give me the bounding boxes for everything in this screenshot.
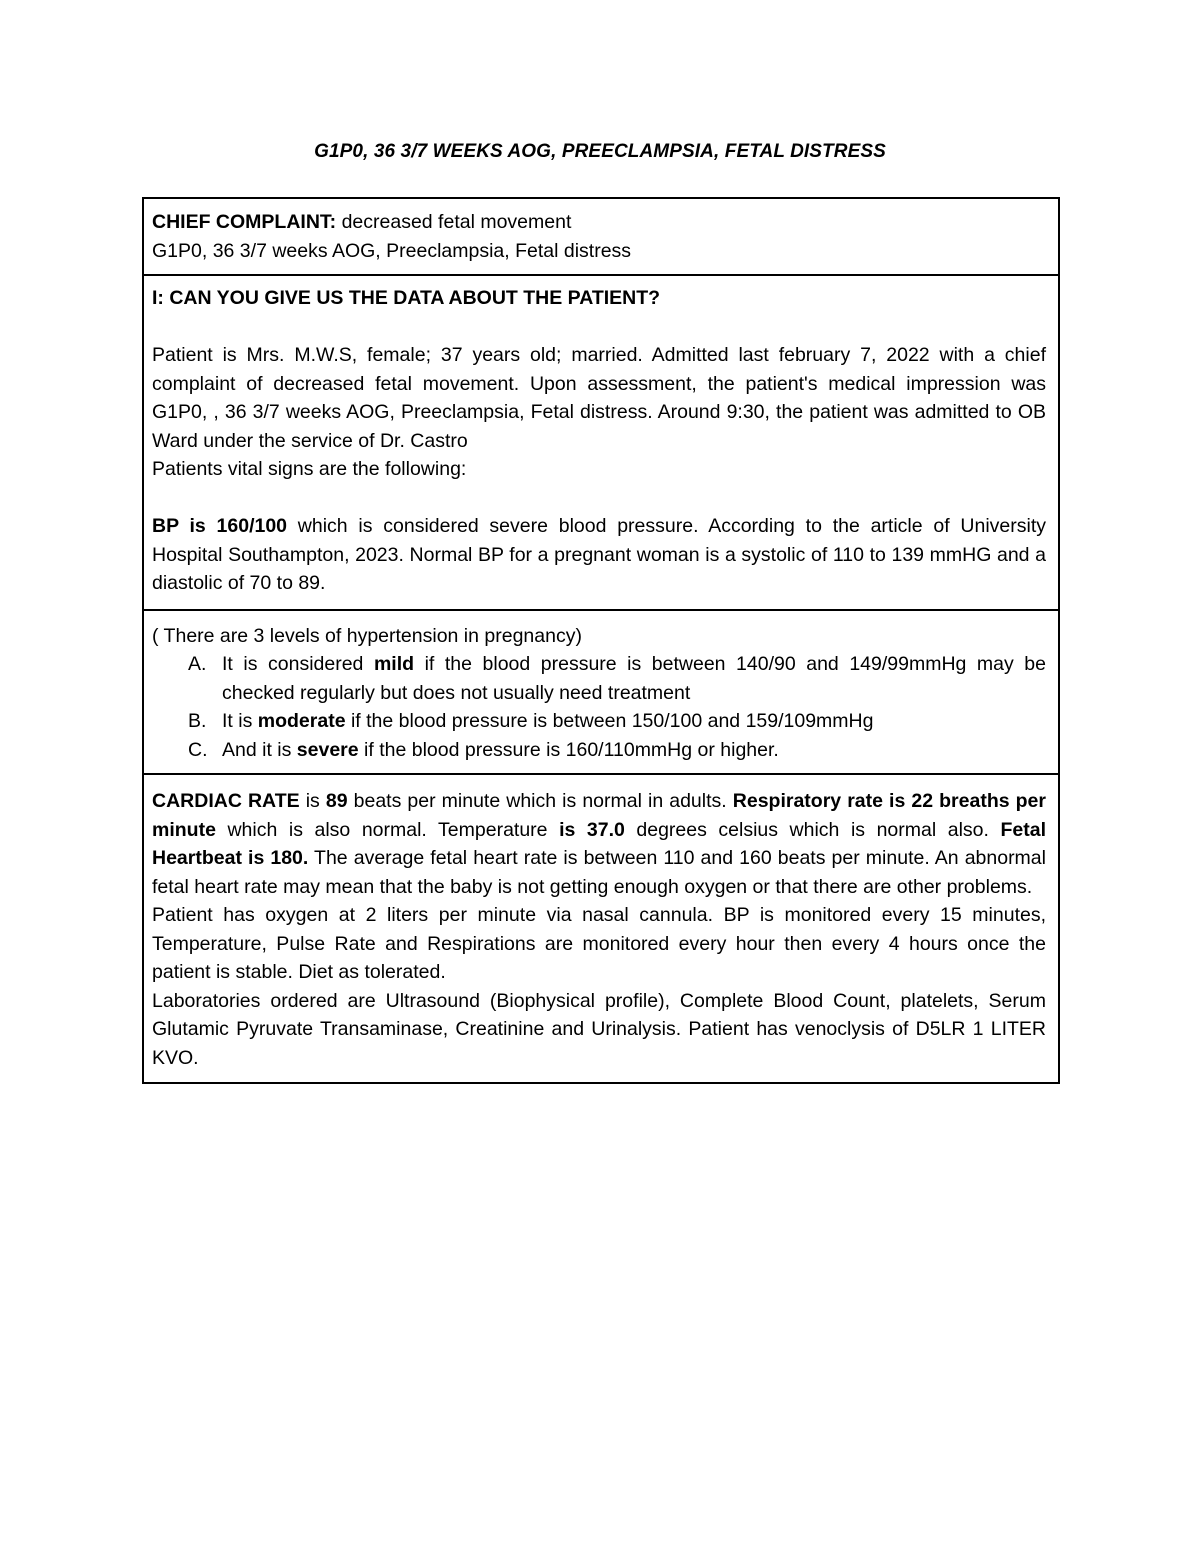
list-marker: A. [188,653,207,675]
is-word: is [299,790,326,812]
vitals-intro: Patients vital signs are the following: [152,458,467,480]
assessment-cell [144,773,1058,1082]
list-item-text-before: And it is [222,738,297,761]
list-item [188,650,1046,707]
cardiac-label: CARDIAC RATE [152,790,300,812]
list-item-text-after: if the blood pressure is between 150/100 and 159/109mmHg [345,710,874,732]
hypertension-levels-list [152,650,1046,764]
resp-text: which is also normal. Temperature [215,818,560,841]
list-marker: B. [188,710,207,732]
hypertension-levels-cell [144,609,1058,774]
chief-complaint-value: decreased fetal movement [336,211,572,233]
list-item [188,736,1046,765]
spacer [152,484,1046,513]
patient-data-heading: I: CAN YOU GIVE US THE DATA ABOUT THE PATIENT? [152,287,661,309]
level-name: moderate [257,710,346,732]
level-name: mild [373,653,415,675]
hypertension-intro: ( There are 3 levels of hypertension in pregnancy) [152,624,582,647]
fetal-text: The average fetal heart rate is between 110 and 160 beats per minute. An abnormal fetal heart rate may mean that the baby is not getting enough oxygen or that there are other problems. [152,847,1046,898]
temp-label: is 37.0 [559,818,625,841]
list-item-text-after: if the blood pressure is between 140/90 and 149/99mmHg may be checked regularly but does not usually need treatment [222,653,1046,704]
list-item-text-before: It is [222,710,258,732]
temp-text: degrees celsius which is normal also. [624,818,1001,841]
chief-complaint-line [152,208,1046,237]
list-marker: C. [188,738,208,761]
spacer [152,313,1046,342]
document-title: G1P0, 36 3/7 WEEKS AOG, PREECLAMPSIA, FETAL DISTRESS [314,141,886,162]
case-table [142,197,1060,1084]
chief-complaint-cell [144,199,1058,274]
level-name: severe [296,738,359,761]
resp-label: Respiratory rate is 22 breaths per minute [152,790,1046,841]
labs-paragraph: Laboratories ordered are Ultrasound (Biophysical profile), Complete Blood Count, platelets, Serum Glutamic Pyruvate Transaminase, Creatinine and Urinalysis. Patient has venoclysis of D5LR 1 LITER KVO. [152,989,1046,1069]
list-item-text-before: It is considered [222,653,374,675]
cardiac-text: beats per minute which is normal in adults. [347,790,733,812]
list-item [188,707,1046,736]
list-item-text-after: if the blood pressure is 160/110mmHg or higher. [358,738,779,761]
bp-label: BP is 160/100 [152,515,288,537]
cardiac-value: 89 [325,790,348,812]
oxygen-paragraph: Patient has oxygen at 2 liters per minute via nasal cannula. BP is monitored every 15 minutes, Temperature, Pulse Rate and Respirations are monitored every hour then every 4 hours once the patient is stable. Diet as tolerated. [152,904,1046,983]
fetal-label: Fetal Heartbeat is 180. [152,818,1046,869]
chief-complaint-label: CHIEF COMPLAINT: [152,211,337,233]
diagnosis-line: G1P0, 36 3/7 weeks AOG, Preeclampsia, Fetal distress [152,239,632,262]
bp-text: which is considered severe blood pressure. According to the article of University Hospital Southampton, 2023. Normal BP for a pregnant woman is a systolic of 110 to 139 mmHG and a diastolic of 70 to 89. [152,515,1046,594]
patient-data-cell [144,274,1058,609]
vitals-paragraph [152,787,1046,901]
bp-paragraph [152,512,1046,598]
patient-intro-paragraph: Patient is Mrs. M.W.S, female; 37 years old; married. Admitted last february 7, 2022 with a chief complaint of decreased fetal movement. Upon assessment, the patient's medical impression was G1P0, , 36 3/7 weeks AOG, Preeclampsia, Fetal distress. Around 9:30, the patient was admitted to OB Ward under the service of Dr. Castro [152,344,1046,452]
